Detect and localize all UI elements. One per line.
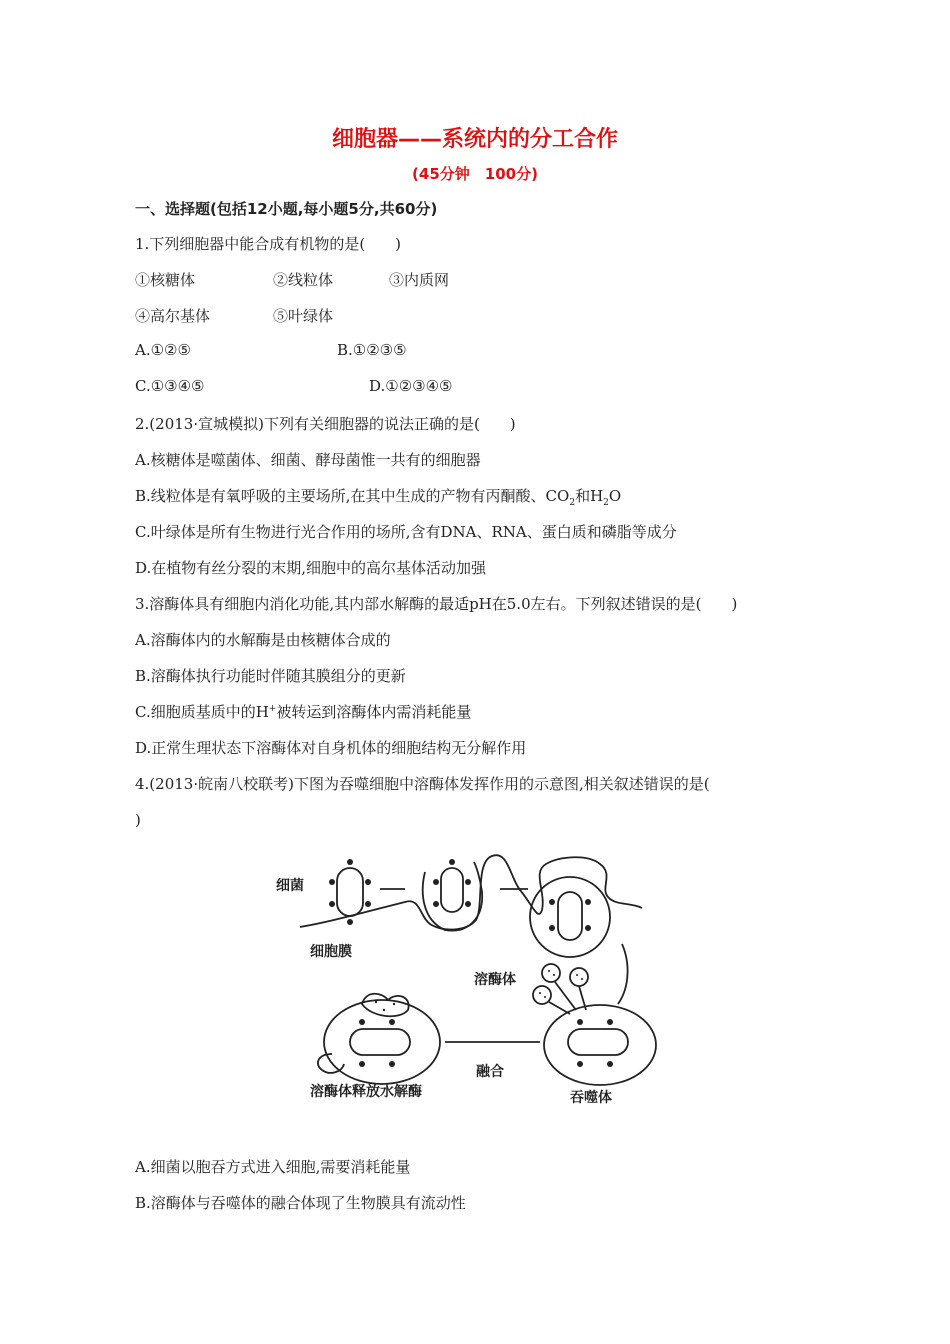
q1-option-c: C.①③④⑤ xyxy=(135,377,205,395)
lysosome-diagram xyxy=(270,842,660,1120)
arrow-down xyxy=(618,944,628,1004)
phagosome xyxy=(544,1005,656,1085)
q1-options-row2 xyxy=(135,377,453,395)
q2-option-d: D.在植物有丝分裂的末期,细胞中的高尔基体活动加强 xyxy=(135,559,487,577)
label-release: 溶酶体释放水解酶 xyxy=(310,1084,422,1100)
engulfing-cell-2 xyxy=(423,862,482,931)
cell-membrane-path xyxy=(300,855,642,929)
page-subtitle: (45分钟 100分) xyxy=(412,165,538,183)
page-title: 细胞器——系统内的分工合作 xyxy=(331,127,618,152)
q1-item-4: ④高尔基体 xyxy=(135,307,211,325)
q4-stem-cont: ) xyxy=(135,811,141,829)
q1-option-a: A.①②⑤ xyxy=(135,341,191,359)
q1-item-2: ②线粒体 xyxy=(273,271,334,289)
section-heading: 一、选择题(包括12小题,每小题5分,共60分) xyxy=(135,200,438,218)
q1-item-5: ⑤叶绿体 xyxy=(273,307,334,325)
q3-option-b: B.溶酶体执行功能时伴随其膜组分的更新 xyxy=(135,667,406,685)
q1-items-row1 xyxy=(135,269,450,290)
lysosome-3 xyxy=(533,986,551,1004)
q2-option-a: A.核糖体是噬菌体、细菌、酵母菌惟一共有的细胞器 xyxy=(135,451,481,469)
bacterium-1 xyxy=(337,868,363,916)
q4-stem: 4.(2013·皖南八校联考)下图为吞噬细胞中溶酶体发挥作用的示意图,相关叙述错误的是( xyxy=(135,775,710,793)
q1-item-3: ③内质网 xyxy=(389,271,450,289)
q4-option-a: A.细菌以胞吞方式进入细胞,需要消耗能量 xyxy=(135,1158,411,1176)
bacterium-2 xyxy=(441,868,463,912)
q1-option-d: D.①②③④⑤ xyxy=(369,377,453,395)
lysosome-1 xyxy=(542,964,560,982)
q4-option-b: B.溶酶体与吞噬体的融合体现了生物膜具有流动性 xyxy=(135,1194,466,1212)
label-lysosome: 溶酶体 xyxy=(474,972,516,988)
q2-stem: 2.(2013·宣城模拟)下列有关细胞器的说法正确的是( ) xyxy=(135,415,516,433)
fused-body xyxy=(324,1000,440,1084)
bacterium-3 xyxy=(558,892,582,940)
lysosome-arrow-1 xyxy=(555,982,576,1010)
q1-items-row2 xyxy=(135,305,334,326)
q3-option-a: A.溶酶体内的水解酶是由核糖体合成的 xyxy=(135,631,391,649)
bacterium-5 xyxy=(350,1029,410,1055)
enzyme-blob-1 xyxy=(362,994,409,1017)
bacterium-4 xyxy=(568,1029,628,1055)
label-membrane: 细胞膜 xyxy=(310,944,352,960)
label-bacteria: 细菌 xyxy=(276,878,304,894)
q1-item-1: ①核糖体 xyxy=(135,271,196,289)
engulfing-cell-3 xyxy=(530,877,610,957)
q1-options-row1 xyxy=(135,341,407,359)
q3-stem: 3.溶酶体具有细胞内消化功能,其内部水解酶的最适pH在5.0左右。下列叙述错误的是( ) xyxy=(135,595,738,613)
lysosome-2 xyxy=(570,968,588,986)
q3-option-d: D.正常生理状态下溶酶体对自身机体的细胞结构无分解作用 xyxy=(135,739,527,757)
q3-option-c: C.细胞质基质中的H+被转运到溶酶体内需消耗能量 xyxy=(135,703,472,721)
q1-stem: 1.下列细胞器中能合成有机物的是( ) xyxy=(135,235,402,253)
q1-option-b: B.①②③⑤ xyxy=(337,341,407,359)
label-fusion: 融合 xyxy=(476,1064,504,1080)
label-phagosome: 吞噬体 xyxy=(570,1090,612,1106)
lysosome-arrow-3 xyxy=(549,1002,570,1014)
q2-option-c: C.叶绿体是所有生物进行光合作用的场所,含有DNA、RNA、蛋白质和磷脂等成分 xyxy=(135,523,677,541)
q2-option-b: B.线粒体是有氧呼吸的主要场所,在其中生成的产物有丙酮酸、$CO_2$和$H_2O$ xyxy=(135,487,622,508)
